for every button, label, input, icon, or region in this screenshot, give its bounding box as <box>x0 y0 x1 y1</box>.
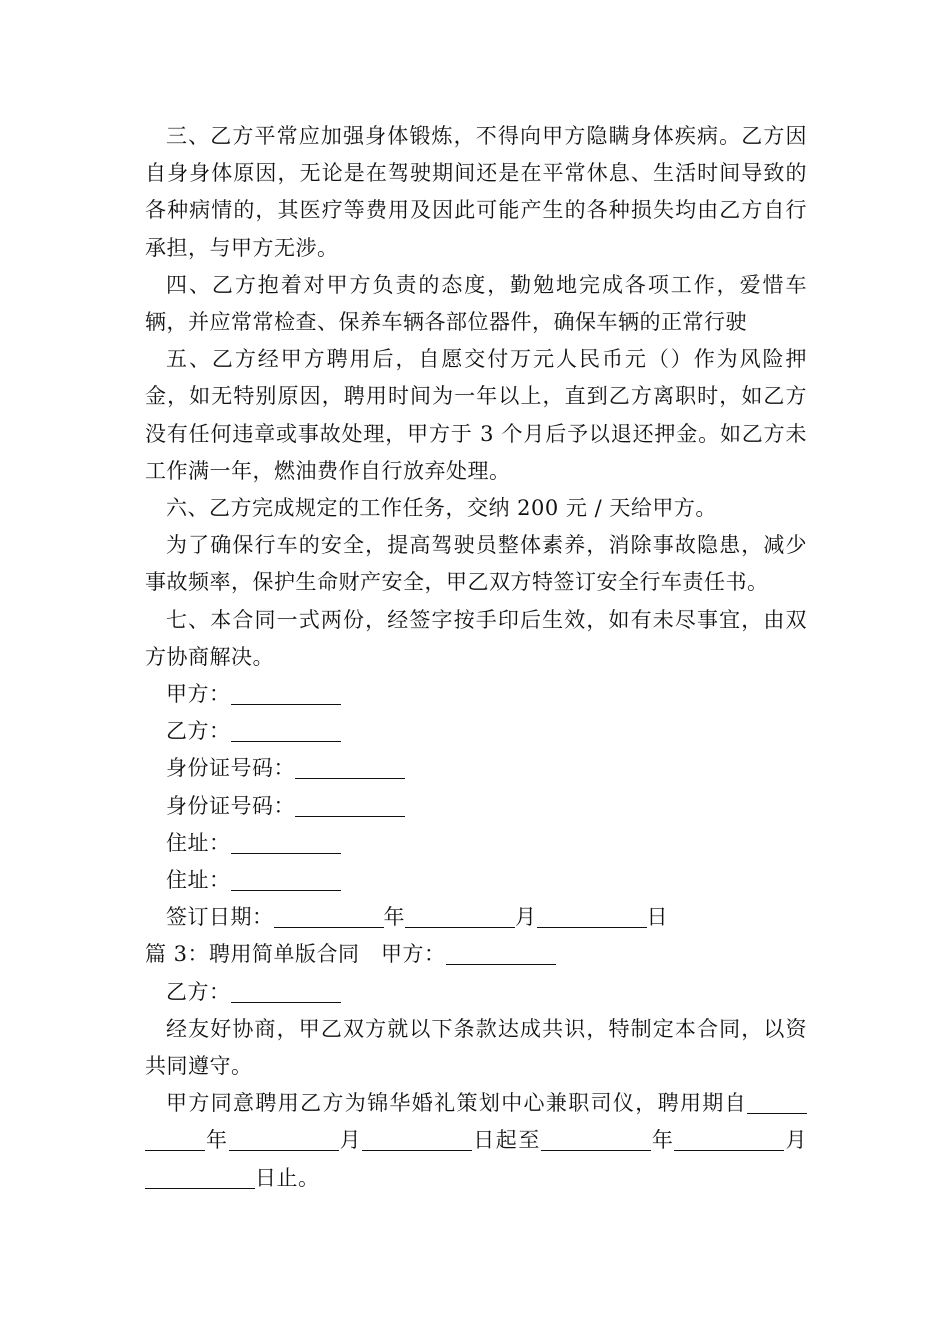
signing-date-line <box>145 899 807 936</box>
party-a-label: 甲方： <box>166 682 231 707</box>
term-start-suffix: 日起至 <box>472 1128 541 1153</box>
id-number-line-a <box>145 750 807 787</box>
signing-year-blank <box>274 903 384 928</box>
term-end-month-unit: 月 <box>784 1128 808 1153</box>
id-number-blank-b <box>295 792 405 817</box>
section-3-party-b-blank <box>231 978 341 1003</box>
clause-3: 三、乙方平常应加强身体锻炼，不得向甲方隐瞒身体疾病。乙方因自身身体原因，无论是在驾驶期间还是在平常休息、生活时间导致的各种病情的，其医疗等费用及因此可能产生的各种损失均由乙方自行承担，与甲方无涉。 <box>145 124 807 260</box>
party-a-blank <box>231 680 341 705</box>
term-start-year-blank-a <box>747 1089 807 1114</box>
term-prefix: 甲方同意聘用乙方为锦华婚礼策划中心兼职司仪，聘用期自 <box>166 1091 747 1116</box>
term-start-day-blank <box>362 1126 472 1151</box>
signing-year-unit: 年 <box>383 905 405 930</box>
signing-date-label: 签订日期： <box>166 905 274 930</box>
signing-day-unit: 日 <box>646 905 668 930</box>
document-body <box>145 118 807 1197</box>
section-3-term <box>145 1085 807 1197</box>
term-start-month-unit: 月 <box>338 1128 363 1153</box>
term-start-year-unit: 年 <box>205 1128 229 1153</box>
address-label-a: 住址： <box>166 830 231 855</box>
clause-7: 七、本合同一式两份，经签字按手印后生效，如有未尽事宜，由双方协商解决。 <box>145 607 807 669</box>
signing-day-blank <box>537 903 647 928</box>
section-3-party-b-line <box>145 974 807 1011</box>
address-label-b: 住址： <box>166 868 231 893</box>
party-b-signature-line <box>145 713 807 750</box>
safety-statement: 为了确保行车的安全，提高驾驶员整体素养，消除事故隐患，减少事故频率，保护生命财产安全，甲乙双方特签订安全行车责任书。 <box>145 533 807 595</box>
party-b-blank <box>231 717 341 742</box>
term-start-month-blank <box>229 1126 339 1151</box>
address-line-b <box>145 862 807 899</box>
clause-4: 四、乙方抱着对甲方负责的态度，勤勉地完成各项工作，爱惜车辆，并应常常检查、保养车辆各部位器件，确保车辆的正常行驶 <box>145 272 807 335</box>
signing-month-blank <box>405 903 515 928</box>
clause-5: 五、乙方经甲方聘用后，自愿交付万元人民币元（）作为风险押金，如无特别原因，聘用时间为一年以上，直到乙方离职时，如乙方没有任何违章或事故处理，甲方于 3 个月后予以退还押金。如乙方未工作满一年，燃油费作自行放弃处理。 <box>145 347 807 483</box>
address-blank-a <box>231 829 341 854</box>
signing-month-unit: 月 <box>515 905 537 930</box>
id-number-line-b <box>145 788 807 825</box>
section-3-party-a-blank <box>446 940 556 965</box>
term-end-year-unit: 年 <box>650 1128 675 1153</box>
term-start-year-blank-b <box>145 1126 205 1151</box>
id-number-blank-a <box>295 754 405 779</box>
section-3-party-b-label: 乙方： <box>166 979 231 1004</box>
section-3-heading-text: 篇 3：聘用简单版合同 甲方： <box>145 942 446 967</box>
term-end-month-blank <box>674 1126 784 1151</box>
clause-6: 六、乙方完成规定的工作任务，交纳 200 元 / 天给甲方。 <box>166 496 717 521</box>
address-blank-b <box>231 866 341 891</box>
section-3-heading <box>145 936 807 973</box>
address-line-a <box>145 825 807 862</box>
id-number-label-b: 身份证号码： <box>166 793 295 818</box>
section-3-intro: 经友好协商，甲乙双方就以下条款达成共识，特制定本合同，以资共同遵守。 <box>145 1016 807 1079</box>
term-end-year-blank <box>541 1126 651 1151</box>
party-b-label: 乙方： <box>166 719 231 744</box>
term-end-suffix: 日止。 <box>255 1165 320 1190</box>
id-number-label-a: 身份证号码： <box>166 756 295 781</box>
term-end-day-blank <box>145 1164 255 1189</box>
party-a-signature-line <box>145 676 807 713</box>
